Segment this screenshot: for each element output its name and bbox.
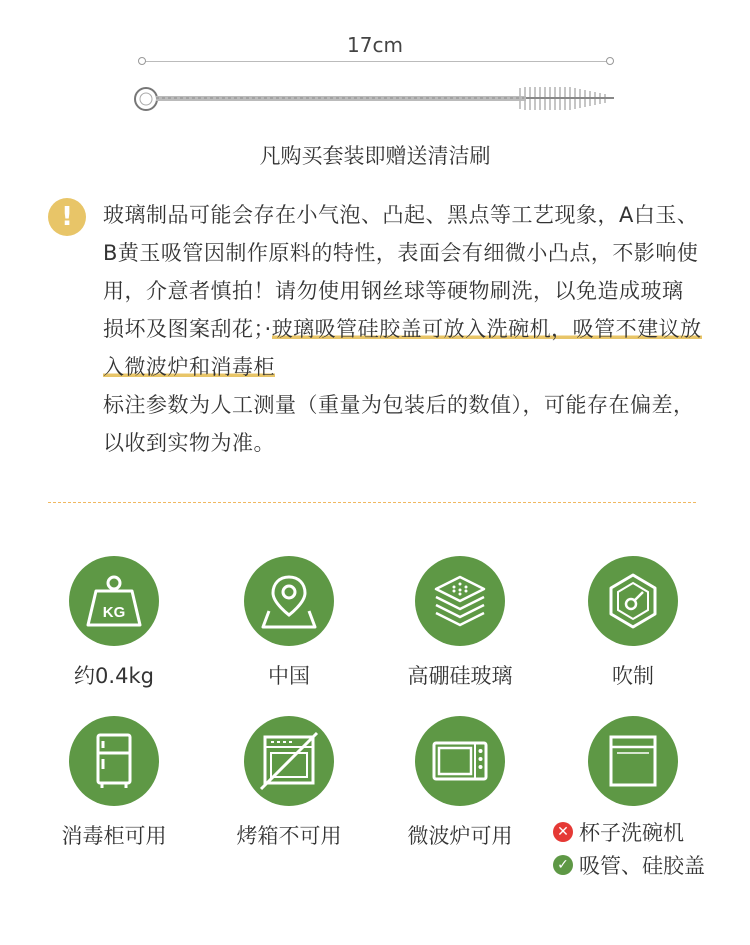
feature-label: 微波炉可用 [407, 824, 513, 848]
notice-text-before: 玻璃制品可能会存在小气泡、凸起、黑点等工艺现象，A白玉、B黄玉吸管因制作原料的特性，表面会有细微小凸点，不影响使用，介意者慎拍！请勿使用钢丝球等硬物刷洗，以免造成玻璃损坏及图案刮花；· [103, 203, 699, 341]
feature-cabinet [29, 716, 199, 850]
notice-text [103, 196, 703, 462]
oven-crossed-icon [257, 729, 321, 793]
dishwasher-ok-label: 吸管、硅胶盖 [579, 854, 705, 878]
dishwasher-ok [553, 850, 705, 880]
glass-layers-icon [428, 569, 492, 633]
dashed-divider [48, 502, 696, 503]
svg-text:KG: KG [102, 604, 126, 621]
cleaning-brush-icon [132, 84, 618, 118]
feature-dishwasher [548, 716, 718, 806]
feature-label: 吹制 [612, 664, 654, 688]
feature-weight [29, 556, 199, 690]
cross-icon: ✕ [553, 822, 573, 842]
length-label: 17cm [347, 33, 403, 57]
feature-microwave [375, 716, 545, 850]
feature-label: 烤箱不可用 [236, 824, 342, 848]
microwave-icon [428, 729, 492, 793]
feature-oven [204, 716, 374, 850]
exclamation-icon: ! [48, 198, 86, 236]
dishwasher-not-ok-label: 杯子洗碗机 [579, 821, 684, 845]
feature-process [548, 556, 718, 690]
length-ruler [141, 60, 611, 62]
feature-material [375, 556, 545, 690]
notice-highlight: 玻璃吸管硅胶盖可放入洗碗机，吸管不建议放入微波炉和消毒柜 [103, 317, 702, 379]
notice-text-after: 标注参数为人工测量（重量为包装后的数值），可能存在偏差，以收到实物为准。 [103, 393, 695, 455]
location-map-icon [257, 569, 321, 633]
gift-caption: 凡购买套装即赠送清洁刷 [259, 144, 491, 168]
dishwasher-icon [601, 729, 665, 793]
weight-kg-icon [82, 569, 146, 633]
feature-label: 高硼硅玻璃 [407, 664, 513, 688]
dishwasher-not-ok [553, 817, 684, 847]
feature-origin [204, 556, 374, 690]
feature-label: 消毒柜可用 [61, 824, 167, 848]
check-icon: ✓ [553, 855, 573, 875]
feature-label: 中国 [268, 664, 310, 688]
cabinet-icon [82, 729, 146, 793]
feature-label: 约0.4kg [74, 664, 154, 688]
blowing-hexagon-icon [601, 569, 665, 633]
